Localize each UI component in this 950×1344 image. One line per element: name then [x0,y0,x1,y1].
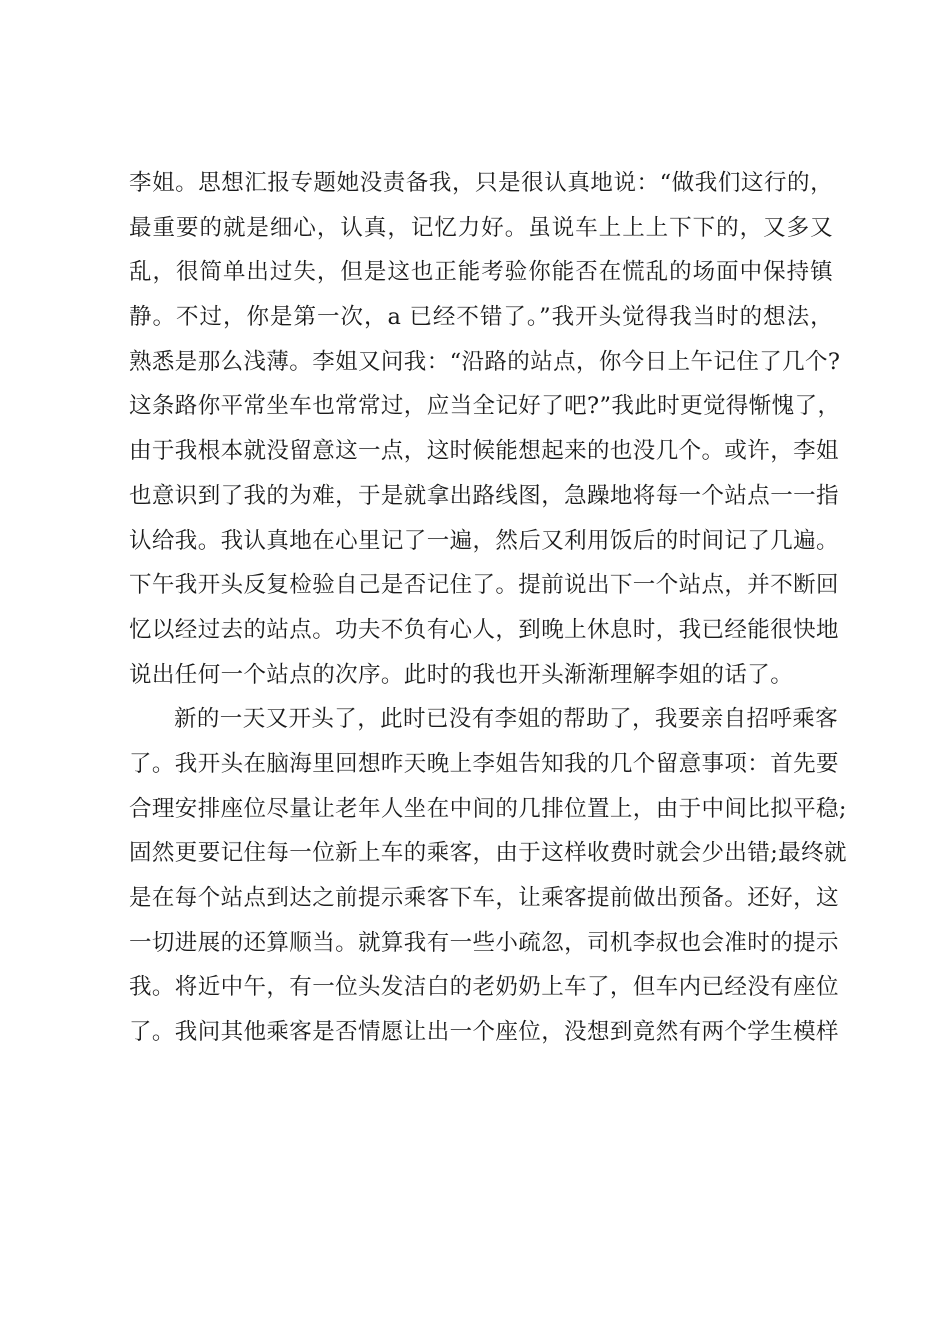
paragraph-1 [129,161,841,697]
text-line: 李姐。思想汇报专题她没责备我，只是很认真地说：“做我们这行的， [129,170,833,196]
text-line: 熟悉是那么浅薄。李姐又问我：“沿路的站点，你今日上午记住了几个? [129,348,841,375]
text-line: 下午我开头反复检验自己是否记住了。提前说出下一个站点，并不断回 [129,572,839,599]
text-line: 乱，很简单出过失，但是这也正能考验你能否在慌乱的场面中保持镇 [129,259,833,286]
document-body [129,161,847,1055]
text-line: 合理安排座位尽量让老年人坐在中间的几排位置上，由于中间比拟平稳; [129,795,847,822]
paragraph-2 [129,697,847,1055]
text-line: 了。我开头在脑海里回想昨天晚上李姐告知我的几个留意事项：首先要 [129,750,839,777]
text-line: 新的一天又开头了，此时已没有李姐的帮助了，我要亲自招呼乘客 [174,706,839,733]
text-line: 这条路你平常坐车也常常过，应当全记好了吧?”我此时更觉得惭愧了， [129,393,841,420]
text-line: 静。不过，你是第一次，a 已经不错了。”我开头觉得我当时的想法， [129,304,833,331]
text-line: 忆以经过去的站点。功夫不负有心人，到晚上休息时，我已经能很快地 [129,616,839,643]
text-line: 认给我。我认真地在心里记了一遍，然后又利用饭后的时间记了几遍。 [129,527,839,554]
text-line: 一切进展的还算顺当。就算我有一些小疏忽，司机李叔也会准时的提示 [129,929,839,956]
text-line: 说出任何一个站点的次序。此时的我也开头渐渐理解李姐的话了。 [129,661,794,688]
text-line: 固然更要记住每一位新上车的乘客，由于这样收费时就会少出错;最终就 [129,840,847,867]
text-line: 我。将近中午，有一位头发洁白的老奶奶上车了，但车内已经没有座位 [129,974,839,1001]
text-line: 也意识到了我的为难，于是就拿出路线图，急躁地将每一个站点一一指 [129,482,839,509]
text-line: 由于我根本就没留意这一点，这时候能想起来的也没几个。或许，李姐 [129,438,839,465]
text-line: 了。我问其他乘客是否情愿让出一个座位，没想到竟然有两个学生模样 [129,1019,839,1046]
text-line: 是在每个站点到达之前提示乘客下车，让乘客提前做出预备。还好，这 [129,885,839,911]
text-line: 最重要的就是细心，认真，记忆力好。虽说车上上上下下的，又多又 [129,214,833,241]
